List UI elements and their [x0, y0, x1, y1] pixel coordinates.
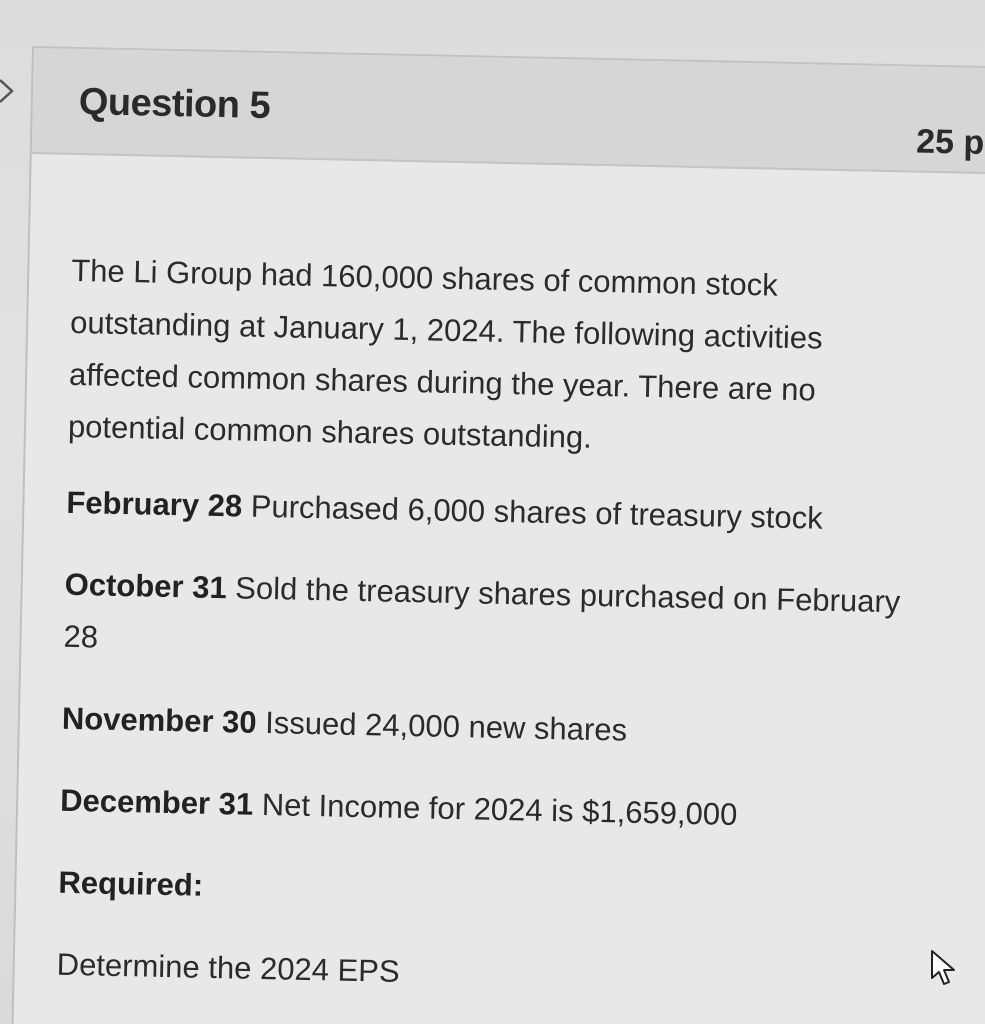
- event-date: December 31: [59, 782, 254, 822]
- question-title: Question 5: [78, 80, 271, 127]
- event-february: [66, 477, 937, 547]
- event-december: [60, 775, 931, 845]
- chevron-right-icon: [0, 76, 22, 106]
- question-intro: The Li Group had 160,000 shares of common stock outstanding at January 1, 2024. The following activities affected common shares during the year. There are no potential common shares outstanding.: [67, 252, 823, 455]
- required-label: [58, 857, 929, 927]
- event-october: [63, 559, 935, 681]
- question-card: [11, 46, 985, 1024]
- task-text: Determine the 2024 EPS: [56, 946, 401, 989]
- event-date: November 30: [61, 700, 257, 740]
- event-text: Net Income for 2024 is $1,659,000: [252, 786, 738, 832]
- event-text: Sold the treasury shares purchased on February 28: [63, 570, 901, 655]
- mouse-pointer-icon: [928, 948, 962, 988]
- collapse-toggle[interactable]: [0, 76, 22, 106]
- event-date: October 31: [64, 566, 228, 606]
- event-text: Purchased 6,000 shares of treasury stock: [241, 488, 824, 536]
- question-points: 25 p: [915, 122, 985, 162]
- question-body: [56, 245, 942, 1024]
- question-header: [32, 48, 985, 175]
- event-november: [61, 693, 932, 763]
- event-date: February 28: [66, 484, 243, 524]
- event-text: Issued 24,000 new shares: [256, 704, 628, 748]
- required-label-text: Required:: [58, 864, 204, 903]
